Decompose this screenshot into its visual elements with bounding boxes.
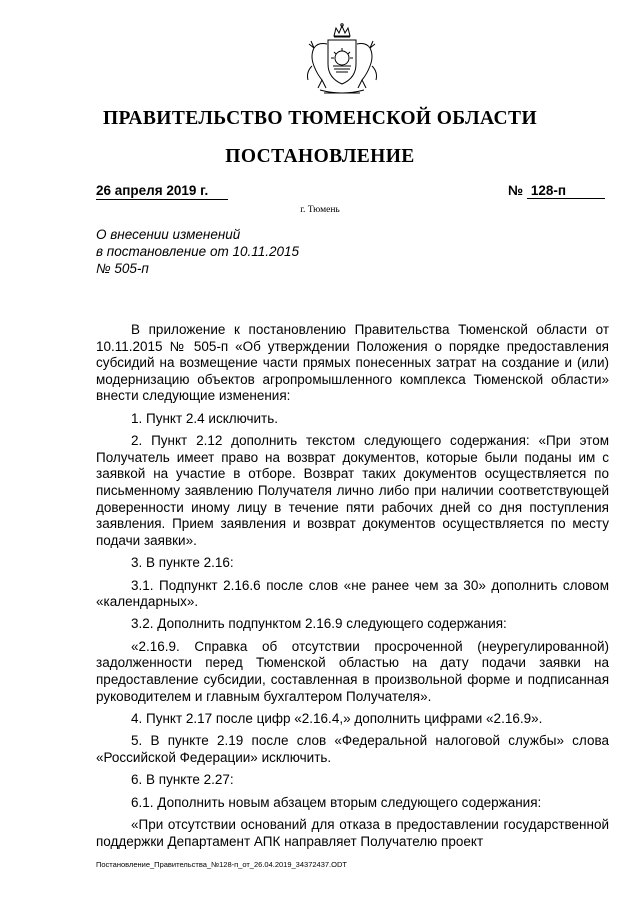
number-value: 128-п bbox=[527, 183, 605, 199]
subject-line: О внесении изменений bbox=[96, 227, 241, 242]
number-prefix: № bbox=[508, 183, 524, 198]
body-paragraph: В приложение к постановлению Правительства Тюменской области от 10.11.2015 № 505-п «Об утверждении Положения о порядке предоставления субсидий на возмещение части прямых понесенных затрат на создание и (или) модернизацию объектов агропромышленного комплекса Тюменской области» внести следующие изменения: bbox=[96, 322, 609, 404]
document-subject bbox=[96, 226, 396, 277]
document-date: 26 апреля 2019 г. bbox=[96, 183, 228, 200]
body-paragraph: 5. В пункте 2.19 после слов «Федеральной налоговой службы» слова «Российской Федерации» исключить. bbox=[96, 733, 609, 766]
body-paragraph: 3.1. Подпункт 2.16.6 после слов «не ранее чем за 30» дополнить словом «календарных». bbox=[96, 577, 609, 610]
document-type: ПОСТАНОВЛЕНИЕ bbox=[225, 146, 415, 167]
body-paragraph: 3.2. Дополнить подпунктом 2.16.9 следующего содержания: bbox=[131, 616, 507, 632]
subject-line: в постановление от 10.11.2015 bbox=[96, 244, 300, 259]
body-paragraph: 3. В пункте 2.16: bbox=[131, 555, 234, 571]
body-paragraph: «2.16.9. Справка об отсутствии просроченной (неурегулированной) задолженности перед Тюменской областью на дату подачи заявки на предоставление субсидии, составленная в произвольной форме и подписанная руководителем и главным бухгалтером Получателя». bbox=[96, 638, 609, 704]
government-title: ПРАВИТЕЛЬСТВО ТЮМЕНСКОЙ ОБЛАСТИ bbox=[102, 108, 538, 129]
body-paragraph: 6.1. Дополнить новым абзацем вторым следующего содержания: bbox=[131, 794, 542, 810]
body-paragraph: 1. Пункт 2.4 исключить. bbox=[131, 410, 279, 426]
document-number bbox=[508, 183, 604, 199]
body-paragraph: «При отсутствии оснований для отказа в предоставлении государственной поддержки Департамент АПК направляет Получателю проект bbox=[96, 817, 609, 849]
body-paragraph: 2. Пункт 2.12 дополнить текстом следующего содержания: «При этом Получатель имеет право на возврат документов, которые были поданы им с заявкой на участие в отборе. Возврат таких документов осуществляется по письменному заявлению Получателя лично либо при наличии соответствующей доверенности иному лицу в течение пяти рабочих дней со дня поступления заявления. Прием заявления и возврат документов осуществляется по месту подачи заявки». bbox=[96, 433, 609, 548]
document-body bbox=[96, 322, 609, 856]
footer-filename: Постановление_Правительства_№128-п_от_26.04.2019_34372437.ODT bbox=[96, 860, 347, 869]
body-paragraph: 4. Пункт 2.17 после цифр «2.16.4,» дополнить цифрами «2.16.9». bbox=[131, 711, 543, 727]
city: г. Тюмень bbox=[300, 205, 340, 215]
subject-line: № 505-п bbox=[96, 261, 149, 276]
body-paragraph: 6. В пункте 2.27: bbox=[131, 772, 234, 788]
tyumen-region-coat-of-arms-icon bbox=[300, 22, 384, 98]
